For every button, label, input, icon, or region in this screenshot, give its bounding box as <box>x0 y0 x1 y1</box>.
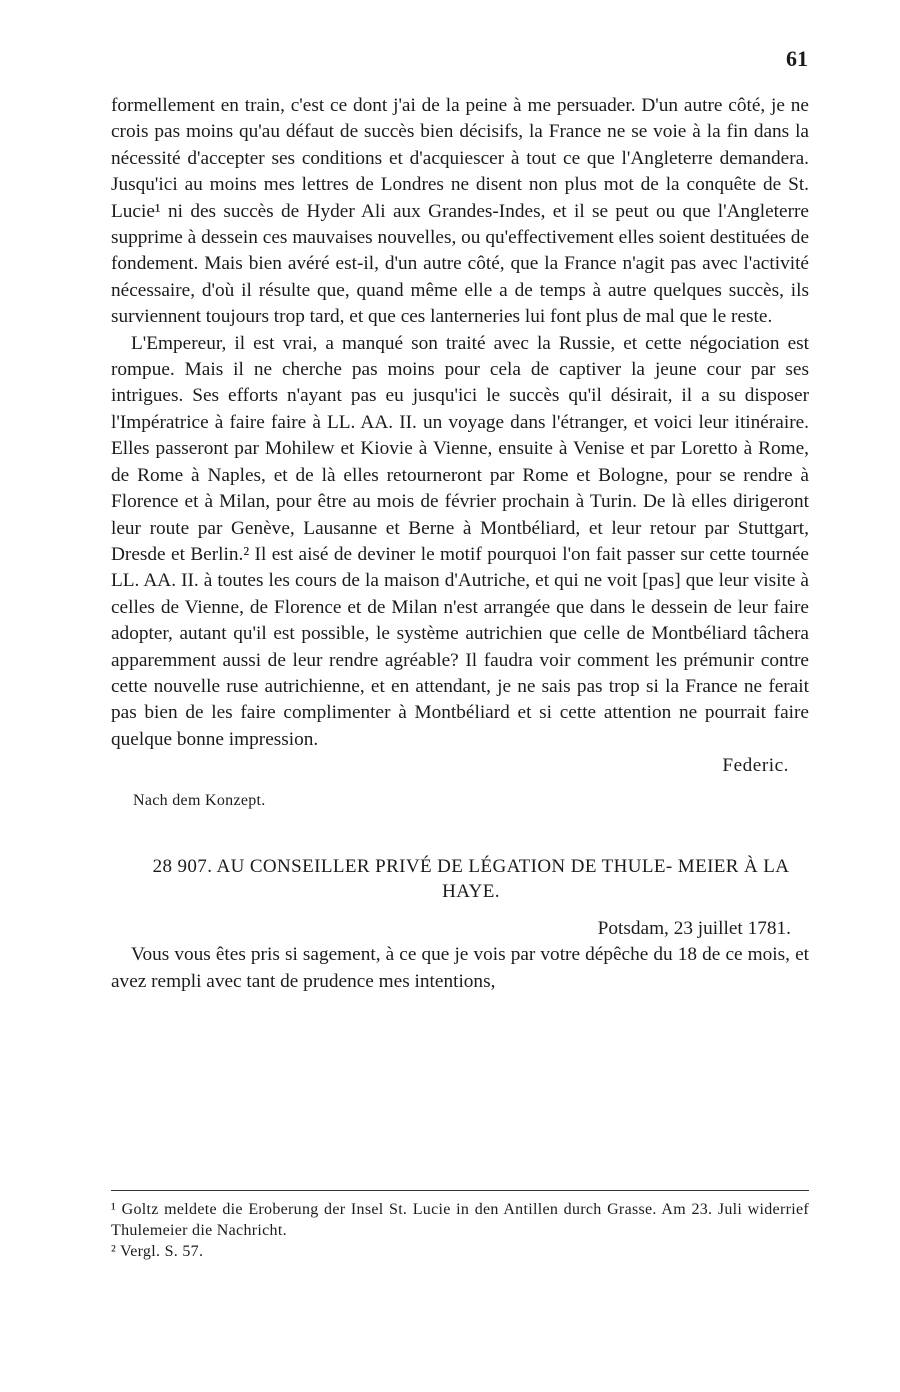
footnotes <box>111 1190 809 1262</box>
footnote-divider <box>111 1190 809 1191</box>
signature: Federic. <box>722 755 789 777</box>
letter-opening: Vous vous êtes pris si sagement, à ce que je vois par votre dépêche du 18 de ce mois, et avez rempli avec tant de prudence mes intentions, <box>111 944 809 992</box>
paragraph-emperor: L'Empereur, il est vrai, a manqué son traité avec la Russie, et cette négociation est rompue. Mais il ne cherche pas moins pour cela de captiver la jeune cour par ses intrigues. Ses efforts n'ayant pas eu jusqu'ici le succès qu'il désirait, il a su disposer l'Impératrice à faire faire à LL. AA. II. un voyage dans l'étranger, et voici leur itinéraire. Elles passeront par Mohilew et Kiovie à Vienne, ensuite à Venise et par Loretto à Rome, de Rome à Naples, et de là elles retourneront par Rome et Bologne, pour se rendre à Florence et à Milan, pour être au mois de février prochain à Turin. De là elles dirigeront leur route par Genève, Lausanne et Berne à Montbéliard, et leur retour par Stuttgart, Dresde et Berlin.² Il est aisé de deviner le motif pourquoi l'on fait passer sur cette tournée LL. AA. II. à toutes les cours de la maison d'Autriche, et qui ne voit [pas] que leur visite à celles de Vienne, de Florence et de Milan n'est arrangée que dans le dessein de leur faire adopter, autant qu'il est possible, le système autrichien que celle de Montbéliard tâchera apparemment aussi de leur rendre agréable? Il faudra voir comment les prémunir contre cette nouvelle ruse autrichienne, et en attendant, je ne sais pas trop si la France ne ferait pas bien de les faire complimenter à Montbéliard et si cette attention ne pourrait faire quelque bonne impression. <box>111 332 809 750</box>
page-number: 61 <box>786 46 808 71</box>
footnote-1: ¹ Goltz meldete die Eroberung der Insel St. Lucie in den Antillen durch Grasse. Am 23. Juli widerrief Thulemeier die Nachricht. <box>111 1201 809 1239</box>
dateline: Potsdam, 23 juillet 1781. <box>597 917 791 939</box>
footnote-2: ² Vergl. S. 57. <box>111 1243 204 1260</box>
main-text <box>111 93 809 995</box>
paragraph-continuation: formellement en train, c'est ce dont j'ai de la peine à me persuader. D'un autre côté, je ne crois pas moins qu'au défaut de succès bien décisifs, la France ne se voie à la fin dans la nécessité d'accepter ses conditions et d'acquiescer à tout ce que l'Angleterre demandera. Jusqu'ici au moins mes lettres de Londres ne disent non plus mot de la conquête de St. Lucie¹ ni des succès de Hyder Ali aux Grandes-Indes, et il se peut ou que l'Angleterre supprime à dessein ces mauvaises nouvelles, ou qu'effectivement elles soient destituées de fondement. Mais bien avéré est-il, d'un autre côté, que la France n'agit pas avec l'activité nécessaire, d'où il résulte que, quand même elle a de temps à autre quelques succès, ils surviennent toujours trop tard, et que ces lanterneries lui font plus de mal que le reste. <box>111 95 809 328</box>
letter-heading: 28 907. AU CONSEILLER PRIVÉ DE LÉGATION DE THULE- MEIER À LA HAYE. <box>152 855 790 902</box>
source-note: Nach dem Konzept. <box>133 791 266 809</box>
